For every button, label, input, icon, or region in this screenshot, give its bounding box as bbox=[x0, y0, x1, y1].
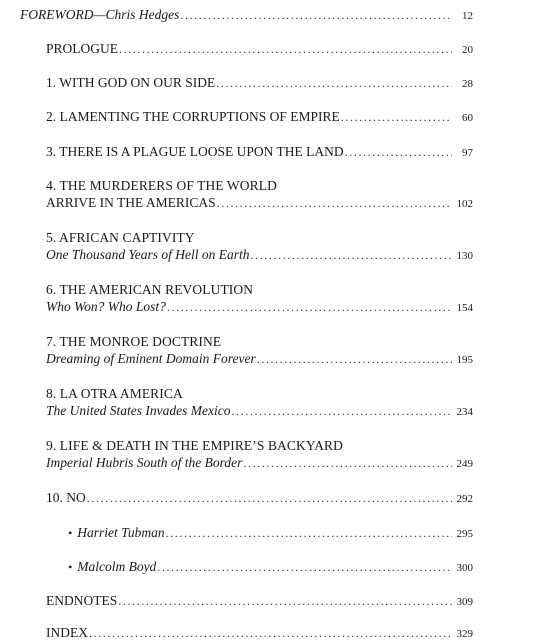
toc-entry-foreword[interactable] bbox=[20, 6, 473, 25]
toc-entry-chapter-6[interactable] bbox=[46, 281, 473, 317]
toc-entry-chapter-2[interactable] bbox=[46, 108, 473, 127]
toc-line bbox=[46, 74, 473, 93]
page-number: 28 bbox=[462, 78, 473, 90]
page-number: 295 bbox=[456, 528, 473, 540]
entry-title: 3. THERE IS A PLAGUE LOOSE UPON THE LAND bbox=[46, 144, 344, 159]
page-number: 329 bbox=[456, 628, 473, 640]
toc-line bbox=[46, 40, 473, 59]
page-number: 97 bbox=[462, 147, 473, 159]
entry-title: 8. LA OTRA AMERICA bbox=[46, 386, 183, 401]
dot-leader bbox=[89, 625, 452, 642]
toc-entry-chapter-9[interactable] bbox=[46, 437, 473, 473]
page-number: 154 bbox=[456, 302, 473, 314]
dot-leader bbox=[217, 195, 452, 212]
toc-entry-chapter-4[interactable] bbox=[46, 177, 473, 213]
toc-line bbox=[68, 558, 473, 577]
toc-entry-chapter-1[interactable] bbox=[46, 74, 473, 93]
page-number: 300 bbox=[456, 562, 473, 574]
toc-line bbox=[46, 246, 473, 265]
toc-entry-index[interactable] bbox=[46, 624, 473, 643]
page-number: 102 bbox=[456, 198, 473, 210]
entry-subtitle: Imperial Hubris South of the Border bbox=[46, 455, 243, 470]
dot-leader bbox=[87, 490, 452, 507]
page-number: 234 bbox=[456, 406, 473, 418]
entry-subtitle: One Thousand Years of Hell on Earth bbox=[46, 247, 250, 262]
toc-line bbox=[46, 298, 473, 317]
entry-title: 7. THE MONROE DOCTRINE bbox=[46, 334, 222, 349]
toc-entry-chapter-7[interactable] bbox=[46, 333, 473, 369]
page-number: 249 bbox=[456, 458, 473, 470]
entry-title: 9. LIFE & DEATH IN THE EMPIRE’S BACKYARD bbox=[46, 438, 344, 453]
dot-leader bbox=[166, 525, 452, 542]
dot-leader bbox=[167, 299, 452, 316]
toc-line bbox=[46, 350, 473, 369]
entry-title: 5. AFRICAN CAPTIVITY bbox=[46, 230, 195, 245]
dot-leader bbox=[216, 75, 452, 92]
page-number: 130 bbox=[456, 250, 473, 262]
entry-title: 1. WITH GOD ON OUR SIDE bbox=[46, 75, 216, 90]
toc-line bbox=[46, 143, 473, 162]
entry-title: PROLOGUE bbox=[46, 41, 119, 56]
page-number: 12 bbox=[462, 10, 473, 22]
toc-line bbox=[46, 194, 473, 213]
toc-entry-endnotes[interactable] bbox=[46, 592, 473, 611]
entry-title: 2. LAMENTING THE CORRUPTIONS OF EMPIRE bbox=[46, 109, 340, 124]
toc-line bbox=[46, 454, 473, 473]
toc-entry-chapter-3[interactable] bbox=[46, 143, 473, 162]
toc-line bbox=[68, 524, 473, 543]
entry-subtitle: Dreaming of Eminent Domain Forever bbox=[46, 351, 256, 366]
dot-leader bbox=[345, 144, 452, 161]
dot-leader bbox=[118, 593, 452, 610]
page-number: 309 bbox=[456, 596, 473, 608]
toc-entry-prologue[interactable] bbox=[46, 40, 473, 59]
toc-entry-malcolm-boyd[interactable] bbox=[68, 558, 473, 577]
toc-line bbox=[46, 489, 473, 508]
dot-leader bbox=[257, 351, 452, 368]
bullet-icon: • bbox=[68, 560, 73, 574]
toc-entry-chapter-10[interactable] bbox=[46, 489, 473, 508]
foreword-label: FOREWORD—Chris Hedges bbox=[20, 7, 180, 22]
dot-leader bbox=[341, 109, 452, 126]
entry-title: • Harriet Tubman bbox=[68, 525, 165, 540]
dot-leader bbox=[119, 41, 452, 58]
toc-line bbox=[46, 624, 473, 643]
page-number: 292 bbox=[456, 493, 473, 505]
toc-entry-chapter-5[interactable] bbox=[46, 229, 473, 265]
toc-line bbox=[46, 592, 473, 611]
dot-leader bbox=[157, 559, 452, 576]
dot-leader bbox=[243, 455, 452, 472]
entry-title: • Malcolm Boyd bbox=[68, 559, 157, 574]
entry-title-continued: ARRIVE IN THE AMERICAS bbox=[46, 195, 216, 210]
toc-line bbox=[46, 108, 473, 127]
bullet-icon: • bbox=[68, 526, 73, 540]
entry-title: 10. NO bbox=[46, 490, 86, 505]
entry-title: 4. THE MURDERERS OF THE WORLD bbox=[46, 178, 277, 193]
toc-line bbox=[46, 402, 473, 421]
entry-subtitle: Who Won? Who Lost? bbox=[46, 299, 166, 314]
page-number: 20 bbox=[462, 44, 473, 56]
entry-subtitle: The United States Invades Mexico bbox=[46, 403, 231, 418]
toc-line bbox=[20, 6, 473, 25]
dot-leader bbox=[180, 7, 452, 24]
toc-entry-harriet-tubman[interactable] bbox=[68, 524, 473, 543]
entry-title: 6. THE AMERICAN REVOLUTION bbox=[46, 282, 254, 297]
dot-leader bbox=[231, 403, 452, 420]
entry-title: ENDNOTES bbox=[46, 593, 118, 608]
page-number: 60 bbox=[462, 112, 473, 124]
toc-entry-chapter-8[interactable] bbox=[46, 385, 473, 421]
entry-title: INDEX bbox=[46, 625, 88, 640]
page-number: 195 bbox=[456, 354, 473, 366]
dot-leader bbox=[251, 247, 452, 264]
